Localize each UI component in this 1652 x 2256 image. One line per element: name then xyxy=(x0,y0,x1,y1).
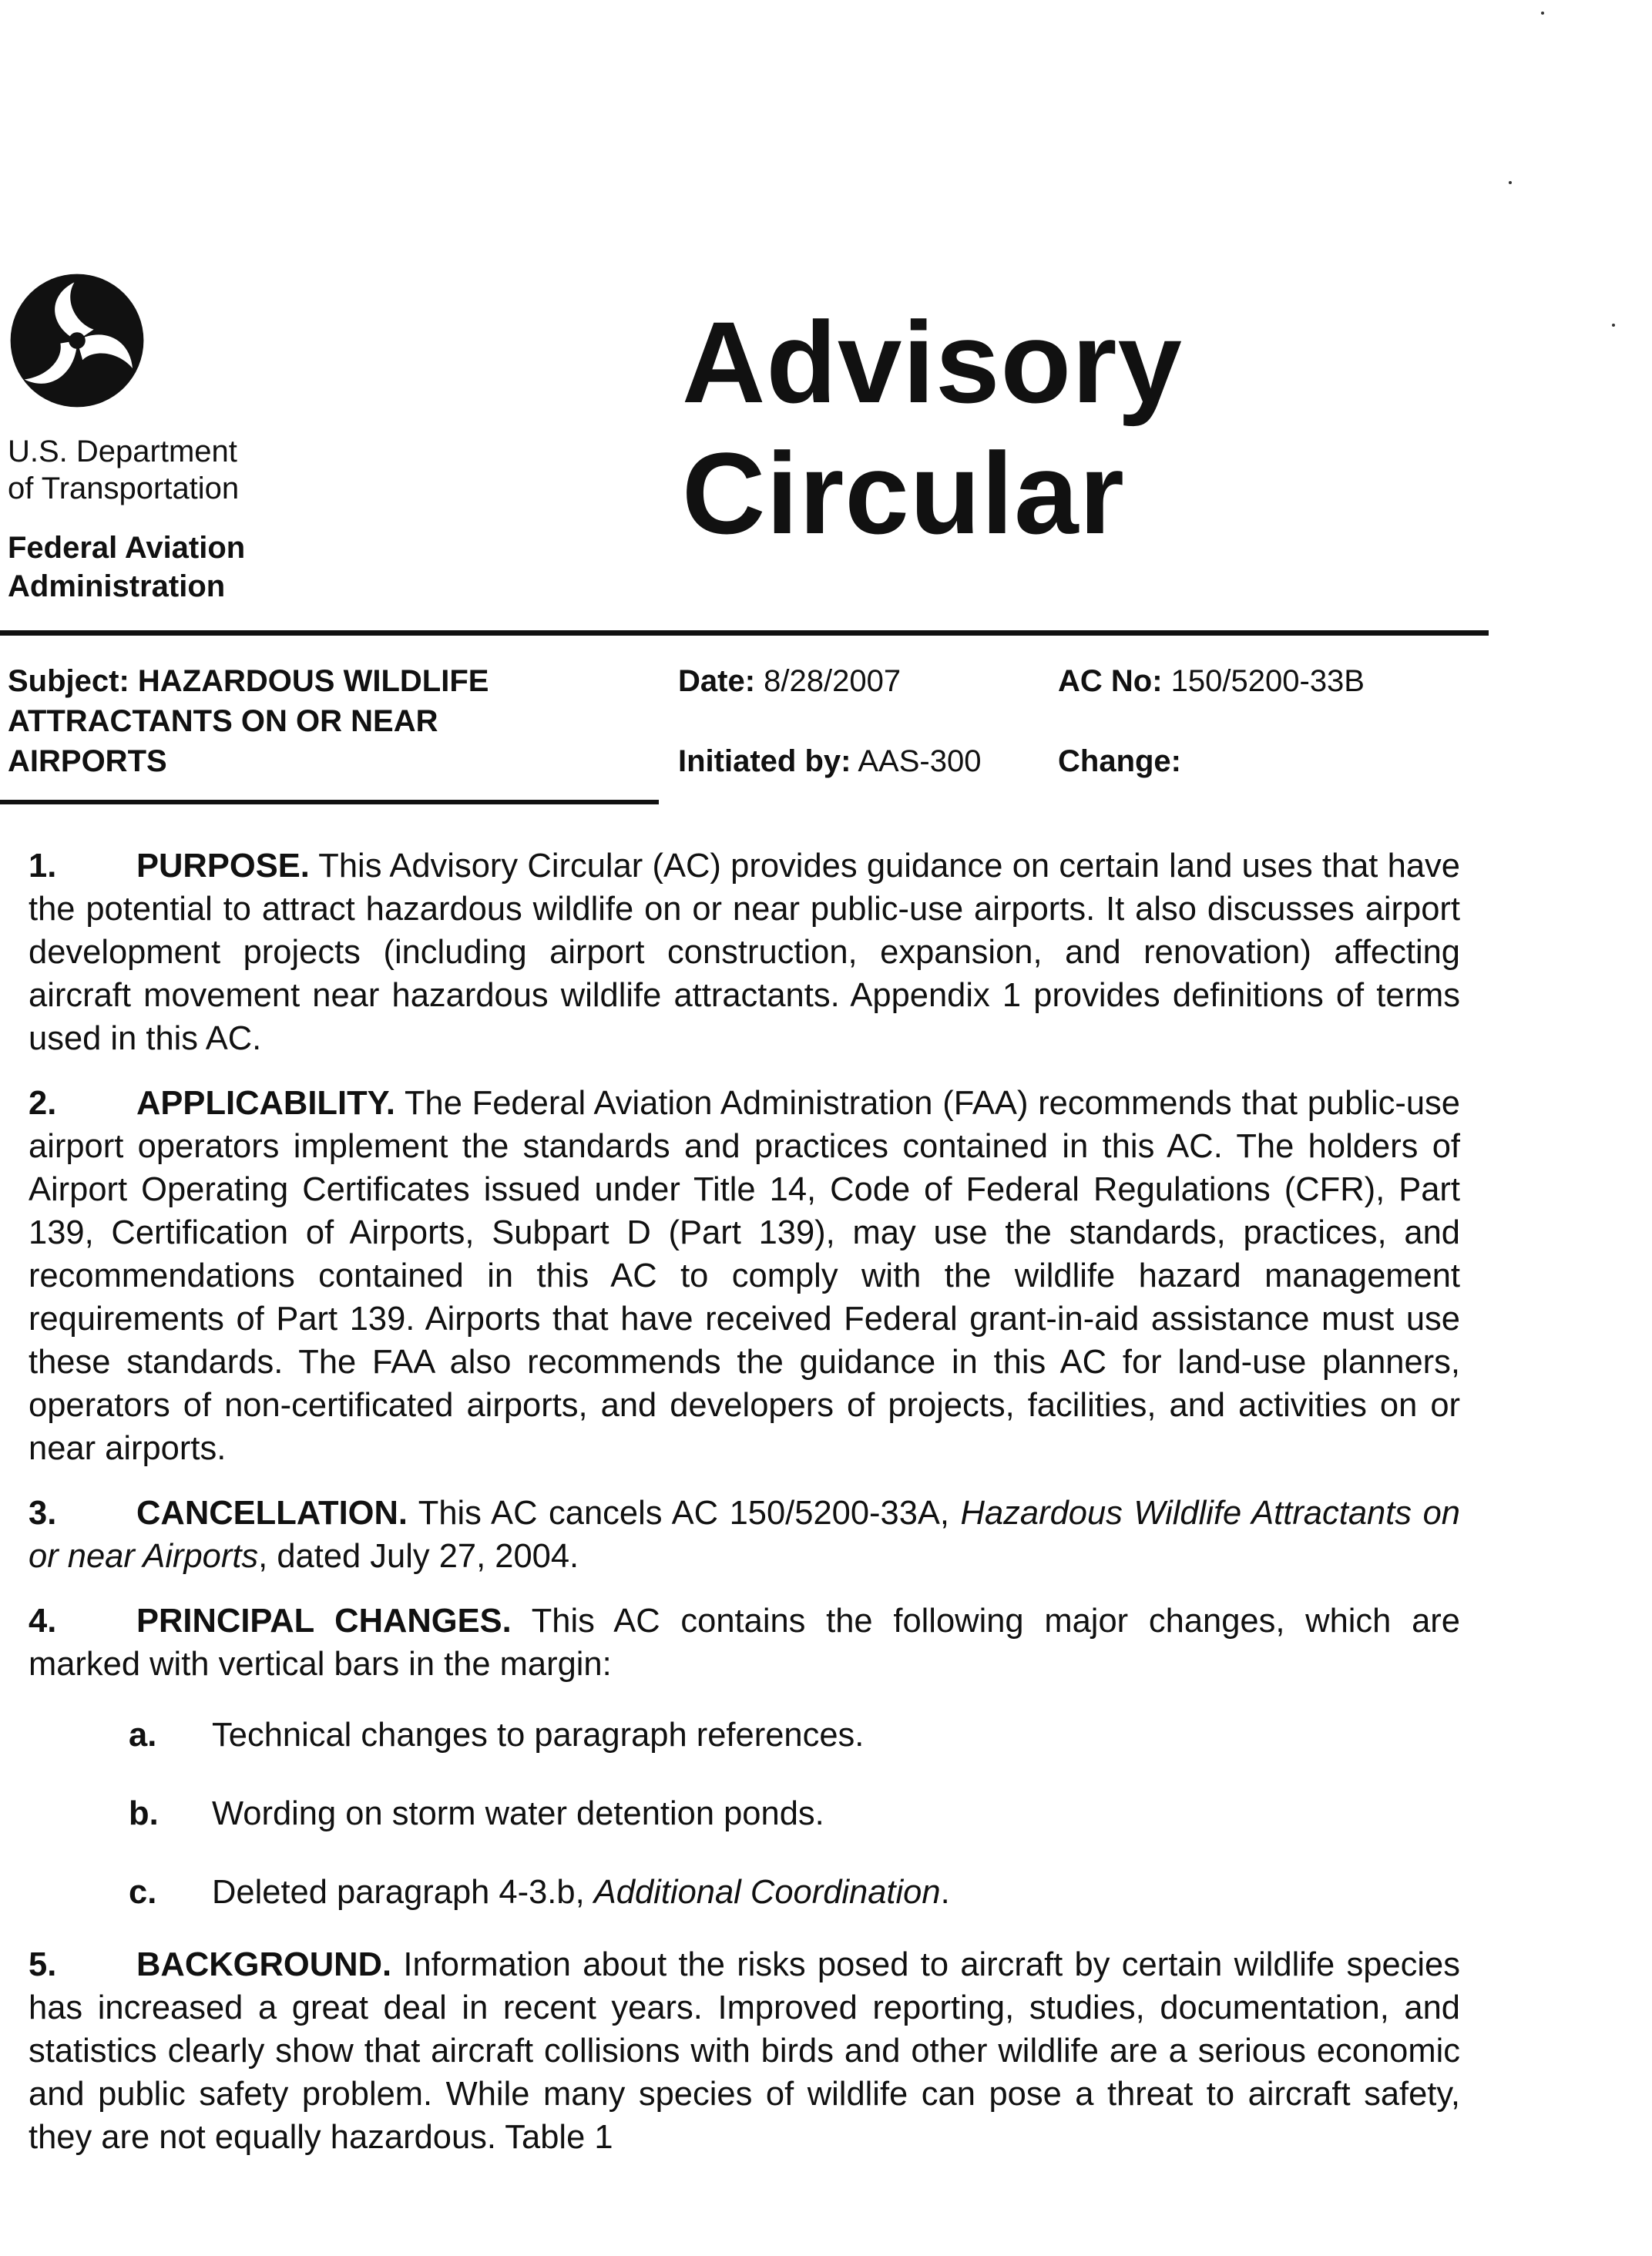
title-advisory: Advisory xyxy=(682,297,1183,427)
agency-dept-line1: U.S. Department xyxy=(8,435,237,468)
change-label: Change: xyxy=(1058,744,1181,778)
section-text: Information about the risks posed to aircraft by certain wildlife species has increased a great deal in recent years. Improved reporting, studies, documentation, and statistics clearly show that aircraft collisions with birds and other wildlife are a serious economic and public safety problem. While many species of wildlife can pose a threat to aircraft safety, they are not equally hazardous. Table 1 xyxy=(29,1946,1460,2156)
cancelled-ac-title: Hazardous Wildlife Attractants on or near Airports xyxy=(29,1495,1460,1575)
section-text-tail: , dated July 27, 2004. xyxy=(258,1538,579,1575)
section-number: 3. xyxy=(29,1495,57,1532)
change-item-letter: b. xyxy=(129,1795,159,1832)
section-background xyxy=(29,1943,1460,2159)
header-rule xyxy=(0,630,1489,636)
subject-text2: ATTRACTANTS ON OR NEAR xyxy=(8,704,438,738)
change-item-letter: a. xyxy=(129,1717,157,1754)
section-text: This Advisory Circular (AC) provides guidance on certain land uses that have the potential to attract hazardous wildlife on or near public-use airports. It also discusses airport development projects (including airport construction, expansion, and renovation) affecting aircraft movement near hazardous wildlife attractants. Appendix 1 provides definitions of terms used in this AC. xyxy=(29,848,1460,1057)
initiated-value: AAS-300 xyxy=(858,744,982,778)
section-text: The Federal Aviation Administration (FAA) recommends that public-use airport operators implement the standards and practices contained in this AC. The holders of Airport Operating Certificates issued under Title 14, Code of Federal Regulations (CFR), Part 139, Certification of Airports, Subpart D (Part 139), may use the standards, practices, and recommendations contained in this AC to comply with the wildlife hazard management requirements of Part 139. Airports that have received Federal grant-in-aid assistance must use these standards. The FAA also recommends the guidance in this AC for land-use planners, operators of non-certificated airports, and developers of projects, facilities, and activities on or near airports. xyxy=(29,1085,1460,1467)
section-heading: BACKGROUND. xyxy=(136,1946,392,1983)
change-item-b xyxy=(29,1792,1460,1835)
subject-label: Subject: xyxy=(8,664,129,698)
section-number: 2. xyxy=(29,1085,57,1122)
change-item-text: Deleted paragraph 4-3.b, xyxy=(212,1874,585,1911)
section-heading: CANCELLATION. xyxy=(136,1495,408,1532)
section-number: 4. xyxy=(29,1603,57,1640)
scan-speck xyxy=(1541,12,1544,15)
section-number: 1. xyxy=(29,848,57,885)
agency-dept-line2: of Transportation xyxy=(8,472,240,505)
subject-text1: HAZARDOUS WILDLIFE xyxy=(137,664,489,698)
section-cancellation xyxy=(29,1492,1460,1578)
acno-label: AC No: xyxy=(1058,664,1163,698)
dot-logo-icon xyxy=(8,271,146,410)
title-circular: Circular xyxy=(682,428,1125,558)
date-label: Date: xyxy=(678,664,756,698)
scan-speck xyxy=(1509,181,1512,184)
document-body xyxy=(29,844,1460,2180)
section-number: 5. xyxy=(29,1946,57,1983)
date-field xyxy=(678,661,901,701)
section-text: This AC contains the following major changes, which are marked with vertical bars in the margin: xyxy=(29,1603,1460,1683)
section-principal-changes xyxy=(29,1600,1460,1686)
section-heading: APPLICABILITY. xyxy=(136,1085,395,1122)
change-item-text-wrap xyxy=(129,1871,1460,1914)
section-heading: PRINCIPAL CHANGES. xyxy=(136,1603,512,1640)
section-heading: PURPOSE. xyxy=(136,848,310,885)
acno-value: 150/5200-33B xyxy=(1170,664,1365,698)
agency-admin-line1: Federal Aviation xyxy=(8,531,246,565)
change-item-c xyxy=(29,1871,1460,1914)
acno-field xyxy=(1058,661,1365,701)
section-applicability xyxy=(29,1082,1460,1470)
subject-rule xyxy=(0,800,659,804)
agency-admin-line2: Administration xyxy=(8,569,226,603)
scan-speck xyxy=(1612,324,1615,327)
change-item-italic: Additional Coordination xyxy=(593,1874,941,1911)
subject-text3: AIRPORTS xyxy=(8,744,167,778)
change-item-letter: c. xyxy=(129,1874,157,1911)
change-item-a xyxy=(29,1714,1460,1757)
change-item-text: Wording on storm water detention ponds. xyxy=(212,1795,824,1832)
initiated-label: Initiated by: xyxy=(678,744,851,778)
section-text: This AC cancels AC 150/5200-33A, xyxy=(418,1495,949,1532)
initiated-field xyxy=(678,741,981,781)
date-value: 8/28/2007 xyxy=(764,664,902,698)
change-item-text: Technical changes to paragraph references. xyxy=(212,1717,865,1754)
section-purpose xyxy=(29,844,1460,1060)
change-item-tail: . xyxy=(940,1874,950,1911)
change-field xyxy=(1058,741,1181,781)
subject-line1 xyxy=(8,661,489,701)
